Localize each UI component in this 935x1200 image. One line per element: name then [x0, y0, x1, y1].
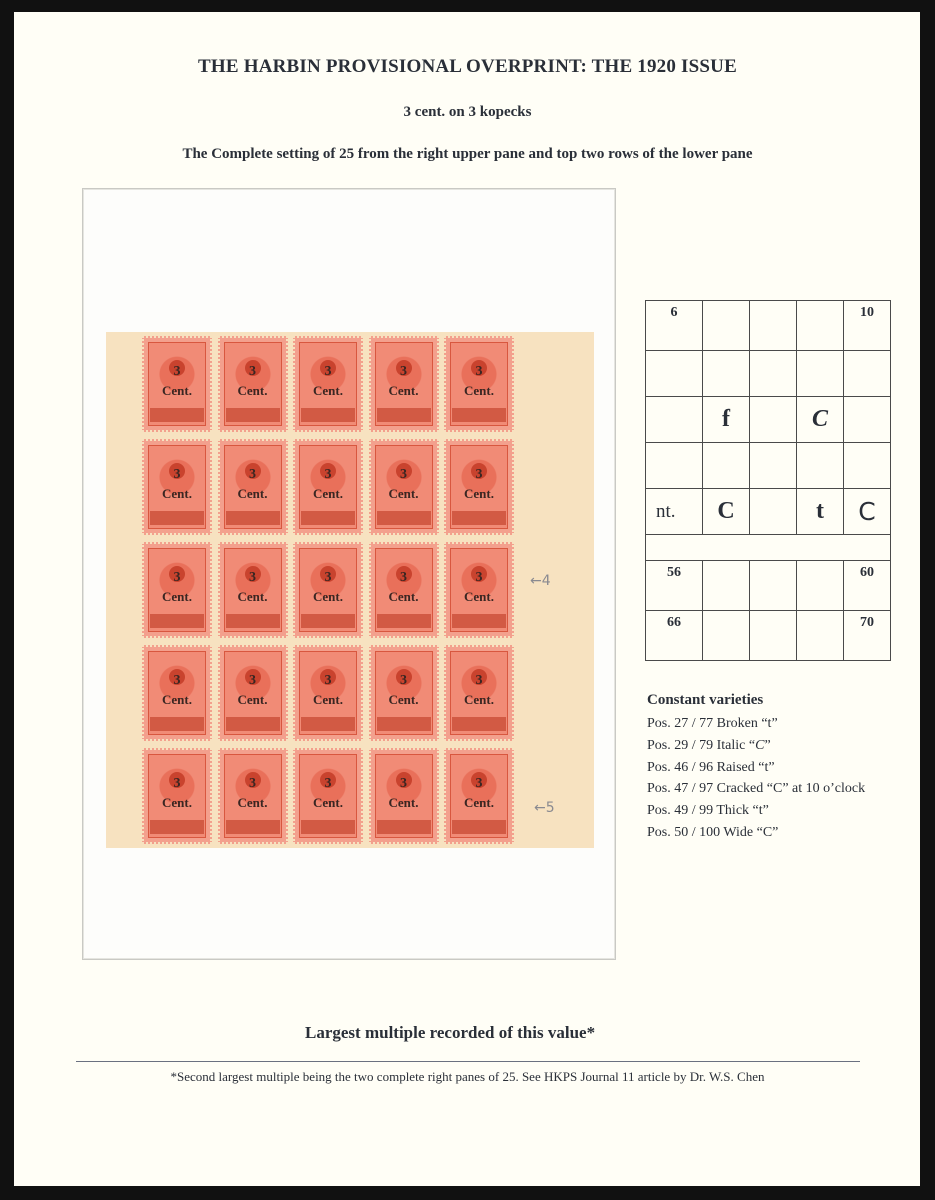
overprint-unit: Cent.: [388, 589, 419, 604]
position-cell: [703, 443, 750, 489]
overprint-value: 3: [249, 467, 256, 482]
position-cell: 60: [844, 561, 891, 611]
overprint-value: 3: [475, 364, 483, 379]
overprint-value: 3: [173, 673, 181, 688]
overprint-unit: Cent.: [237, 383, 268, 398]
stamp: [369, 336, 439, 432]
overprint-value: 3: [173, 364, 181, 379]
variety-item: Pos. 46 / 96 Raised “t”: [647, 759, 775, 775]
position-cell: 70: [844, 611, 891, 661]
stamp-value-tablet: [226, 408, 280, 422]
position-cell: [750, 561, 797, 611]
stamp: [444, 748, 514, 844]
position-cell: t: [797, 489, 844, 535]
stamp-value-tablet: [452, 717, 506, 731]
variety-item: Pos. 49 / 99 Thick “t”: [647, 803, 769, 819]
stamp-value-tablet: [226, 717, 280, 731]
position-cell: [797, 561, 844, 611]
position-cell: 10: [844, 301, 891, 351]
stamp: [444, 542, 514, 638]
stamp: [218, 645, 288, 741]
position-cell: [646, 443, 703, 489]
overprint-value: 3: [475, 467, 483, 482]
stamp: [293, 542, 363, 638]
stamp: [293, 336, 363, 432]
overprint-unit: Cent.: [388, 795, 419, 810]
overprint-value: 3: [324, 776, 332, 791]
overprint-value: 3: [249, 364, 256, 379]
position-cell: [797, 611, 844, 661]
overprint-value: 3: [400, 673, 407, 688]
page-subtitle: 3 cent. on 3 kopecks: [403, 104, 532, 120]
stamp: [293, 748, 363, 844]
page-description: The Complete setting of 25 from the right upper pane and top two rows of the lower pane: [182, 146, 753, 162]
pencil-mark-row5: ←5: [534, 800, 555, 816]
position-cell: [750, 351, 797, 397]
overprint-unit: Cent.: [313, 383, 343, 398]
stamp-value-tablet: [377, 511, 431, 525]
position-row: [646, 443, 891, 489]
overprint-value: 3: [173, 776, 181, 791]
overprint-unit: Cent.: [464, 692, 494, 707]
position-cell: C: [703, 489, 750, 535]
overprint-unit: Cent.: [237, 589, 268, 604]
overprint-value: 3: [400, 776, 407, 791]
stamp-block: [142, 336, 525, 846]
overprint-value: 3: [249, 570, 256, 585]
page-title: THE HARBIN PROVISIONAL OVERPRINT: THE 1920 ISSUE: [198, 56, 737, 77]
overprint-value: 3: [249, 776, 256, 791]
stamp-value-tablet: [377, 614, 431, 628]
overprint-unit: Cent.: [162, 795, 192, 810]
stamp-value-tablet: [150, 820, 204, 834]
overprint-unit: Cent.: [237, 692, 268, 707]
varieties-heading: Constant varieties: [647, 692, 764, 708]
position-cell: [797, 351, 844, 397]
position-cell: nt.: [646, 489, 703, 535]
stamp: [369, 748, 439, 844]
position-row: [646, 489, 891, 535]
divider: [76, 1061, 860, 1062]
stamp: [142, 336, 212, 432]
position-cell: [646, 397, 703, 443]
stamp: [444, 645, 514, 741]
position-table: [645, 300, 891, 661]
position-cell: [750, 397, 797, 443]
variety-item: Pos. 29 / 79 Italic “C”: [647, 737, 771, 753]
position-cell: f: [703, 397, 750, 443]
overprint-unit: Cent.: [464, 383, 494, 398]
overprint-value: 3: [475, 673, 483, 688]
footer-caption: Largest multiple recorded of this value*: [305, 1023, 596, 1042]
stamp: [142, 645, 212, 741]
overprint-unit: Cent.: [464, 589, 494, 604]
overprint-value: 3: [400, 570, 407, 585]
stamp-value-tablet: [226, 820, 280, 834]
stamp-value-tablet: [301, 408, 355, 422]
overprint-unit: Cent.: [388, 383, 419, 398]
position-cell: [703, 561, 750, 611]
position-cell: [844, 397, 891, 443]
overprint-value: 3: [173, 467, 181, 482]
stamp-value-tablet: [226, 614, 280, 628]
stamp-value-tablet: [301, 717, 355, 731]
stamp: [369, 439, 439, 535]
overprint-value: 3: [475, 776, 483, 791]
stamp: [444, 439, 514, 535]
position-cell: [646, 351, 703, 397]
variety-item: Pos. 47 / 97 Cracked “C” at 10 o’clock: [647, 781, 866, 797]
stamp: [444, 336, 514, 432]
position-cell: 56: [646, 561, 703, 611]
stamp-value-tablet: [452, 408, 506, 422]
overprint-unit: Cent.: [162, 589, 192, 604]
overprint-unit: Cent.: [313, 589, 343, 604]
overprint-value: 3: [249, 673, 256, 688]
overprint-unit: Cent.: [464, 795, 494, 810]
stamp-value-tablet: [226, 511, 280, 525]
position-cell: C: [797, 397, 844, 443]
overprint-unit: Cent.: [313, 795, 343, 810]
position-cell: [750, 443, 797, 489]
overprint-unit: Cent.: [237, 486, 268, 501]
stamp: [142, 439, 212, 535]
position-cell: [844, 351, 891, 397]
overprint-value: 3: [400, 364, 407, 379]
stamp-value-tablet: [452, 511, 506, 525]
overprint-value: 3: [400, 467, 407, 482]
overprint-value: 3: [324, 467, 332, 482]
overprint-value: 3: [173, 570, 181, 585]
stamp: [293, 645, 363, 741]
variety-item: Pos. 27 / 77 Broken “t”: [647, 716, 778, 731]
stamp-value-tablet: [377, 408, 431, 422]
stamp: [218, 542, 288, 638]
stamp-value-tablet: [301, 614, 355, 628]
pencil-mark-row4: ←4: [530, 573, 551, 589]
position-row: [646, 561, 891, 611]
stamp-value-tablet: [150, 408, 204, 422]
position-cell: [703, 301, 750, 351]
overprint-unit: Cent.: [162, 486, 192, 501]
stamp-value-tablet: [452, 820, 506, 834]
position-cell: [750, 489, 797, 535]
stamp-value-tablet: [150, 717, 204, 731]
position-cell: [750, 611, 797, 661]
position-cell: C: [844, 489, 891, 535]
overprint-value: 3: [324, 673, 332, 688]
footnote: *Second largest multiple being the two complete right panes of 25. See HKPS Journal 11 article by Dr. W.S. Chen: [170, 1069, 765, 1084]
position-cell: [797, 443, 844, 489]
overprint-unit: Cent.: [237, 795, 268, 810]
position-row: [646, 351, 891, 397]
overprint-unit: Cent.: [313, 486, 343, 501]
stamp-value-tablet: [150, 614, 204, 628]
stamp-value-tablet: [452, 614, 506, 628]
position-cell: [797, 301, 844, 351]
position-row: [646, 397, 891, 443]
stamp-value-tablet: [301, 511, 355, 525]
stamp: [369, 645, 439, 741]
overprint-value: 3: [324, 364, 332, 379]
stamp: [293, 439, 363, 535]
variety-item: Pos. 50 / 100 Wide “C”: [647, 824, 779, 840]
overprint-unit: Cent.: [388, 486, 419, 501]
position-cell: 6: [646, 301, 703, 351]
overprint-value: 3: [475, 570, 483, 585]
stamp: [369, 542, 439, 638]
position-cell: [703, 351, 750, 397]
stamp-value-tablet: [377, 820, 431, 834]
overprint-value: 3: [324, 570, 332, 585]
stamp: [218, 439, 288, 535]
position-cell: [750, 301, 797, 351]
overprint-unit: Cent.: [388, 692, 419, 707]
varieties-list: [647, 713, 865, 844]
position-row: [646, 535, 891, 561]
position-cell: [844, 443, 891, 489]
stamp-value-tablet: [377, 717, 431, 731]
stamp: [142, 542, 212, 638]
overprint-unit: Cent.: [313, 692, 343, 707]
position-cell: [703, 611, 750, 661]
overprint-unit: Cent.: [464, 486, 494, 501]
position-cell: 66: [646, 611, 703, 661]
position-row: [646, 301, 891, 351]
overprint-unit: Cent.: [162, 383, 192, 398]
stamp-value-tablet: [301, 820, 355, 834]
overprint-unit: Cent.: [162, 692, 192, 707]
position-gutter: [646, 535, 891, 561]
position-row: [646, 611, 891, 661]
stamp: [218, 748, 288, 844]
stamp: [142, 748, 212, 844]
stamp-value-tablet: [150, 511, 204, 525]
stamp: [218, 336, 288, 432]
